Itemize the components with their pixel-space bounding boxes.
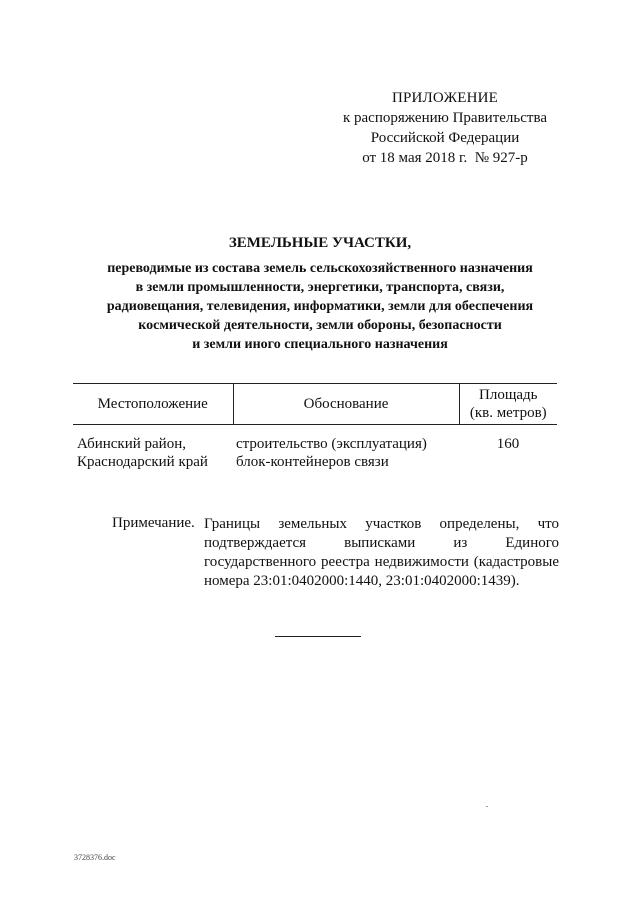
header-basis: Обоснование [233,384,459,425]
appendix-title: ПРИЛОЖЕНИЕ [391,90,499,106]
cell-area: 160 [496,436,520,452]
appendix-line-3: от 18 мая 2018 г. № 927-р [362,150,528,166]
note-label: Примечание. [112,515,195,531]
scan-speck [486,806,488,807]
appendix-line-1: к распоряжению Правительства [342,110,547,126]
table-header-row [73,384,557,425]
document-subtitle [60,259,580,354]
subtitle-line-3: радиовещания, телевидения, информатики, земли для обеспечения [106,299,534,314]
end-divider [275,636,361,637]
cell-basis [233,425,459,472]
document-title: ЗЕМЕЛЬНЫЕ УЧАСТКИ, [228,235,412,251]
subtitle-line-1: переводимые из состава земель сельскохозяйственного назначения [107,261,533,276]
basis-line-2: блок-контейнеров связи [236,454,389,470]
note-text: Границы земельных участков определены, что подтверждается выписками из Единого государственного реестра недвижимости (кадастровые номера 23:01:0402000:1440, 23:01:0402000:1439). [204,516,559,589]
subtitle-line-5: и земли иного специального назначения [192,337,448,352]
land-plots-table [73,383,557,471]
subtitle-line-4: космической деятельности, земли обороны, безопасности [138,318,502,333]
header-area [459,384,557,425]
header-area-unit: (кв. метров) [469,405,547,421]
location-line-2: Краснодарский край [77,454,208,470]
cell-location [73,425,233,472]
document-file-name: 3728376.doc [74,853,116,862]
location-line-1: Абинский район, [77,436,186,452]
header-area-label: Площадь [479,387,538,403]
header-location: Местоположение [73,384,233,425]
basis-line-1: строительство (эксплуатация) [236,436,427,452]
appendix-block [330,88,560,168]
table-row [73,425,557,472]
subtitle-line-2: в земли промышленности, энергетики, транспорта, связи, [135,280,505,295]
appendix-line-2: Российской Федерации [370,130,520,146]
